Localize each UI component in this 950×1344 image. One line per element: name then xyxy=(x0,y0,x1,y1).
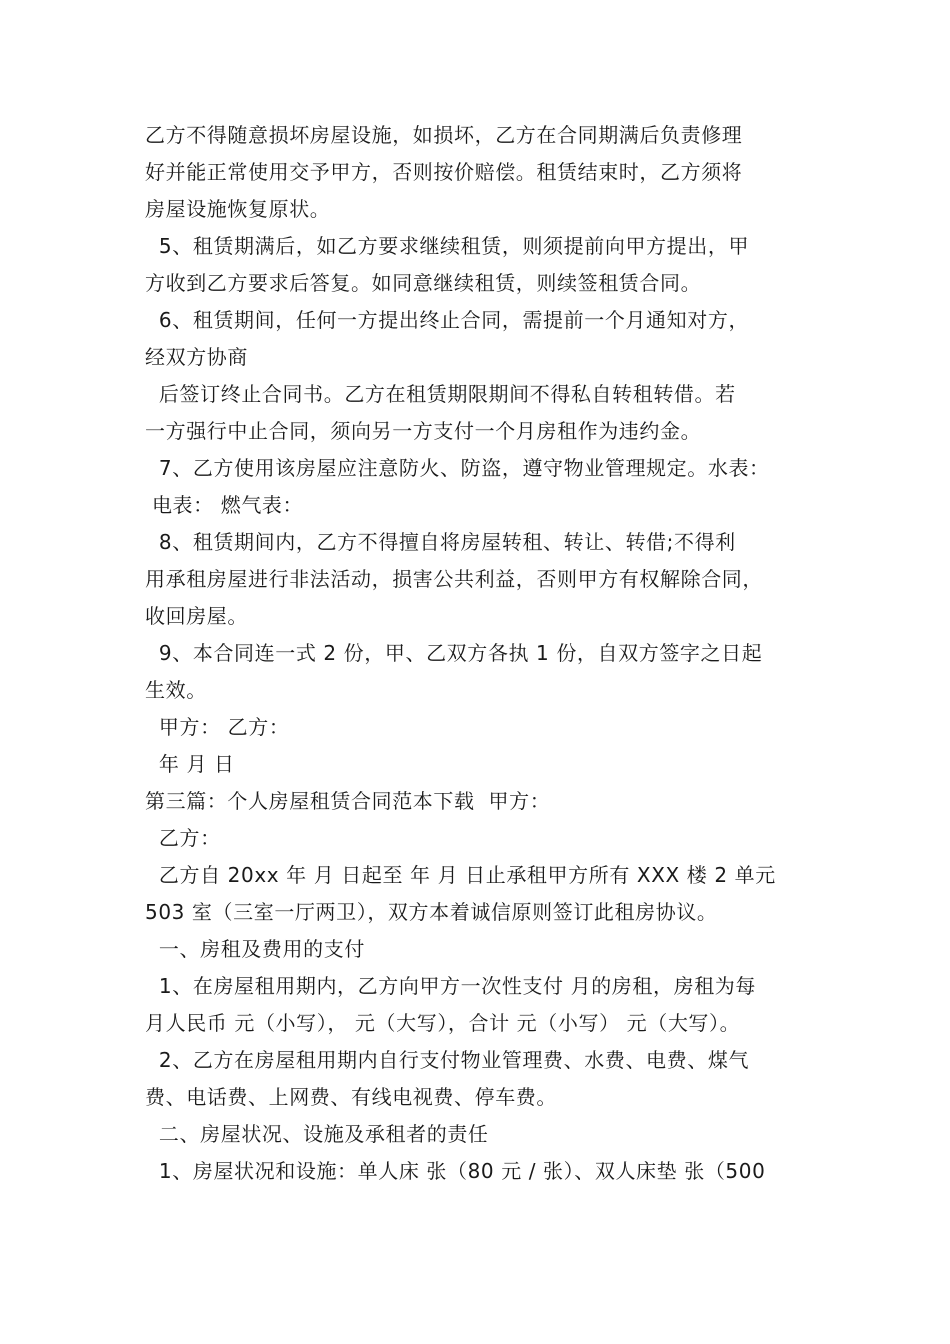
text-line: 生效。 xyxy=(145,678,207,702)
text-line: 费、电话费、上网费、有线电视费、停车费。 xyxy=(145,1085,557,1109)
text-line: 1、房屋状况和设施：单人床 张（80 元 / 张）、双人床垫 张（500 xyxy=(145,1159,766,1183)
text-line: 5、租赁期满后，如乙方要求继续租赁，则须提前向甲方提出，甲 xyxy=(145,234,750,258)
text-line: 甲方： 乙方： xyxy=(145,715,290,739)
text-line: 8、租赁期间内，乙方不得擅自将房屋转租、转让、转借;不得利 xyxy=(145,530,736,554)
text-line: 电表： 燃气表： xyxy=(145,493,304,517)
clause-heading: 一、房租及费用的支付 xyxy=(145,937,365,961)
text-line: 好并能正常使用交予甲方，否则按价赔偿。租赁结束时，乙方须将 xyxy=(145,160,743,184)
text-line: 一方强行中止合同，须向另一方支付一个月房租作为违约金。 xyxy=(145,419,702,443)
text-line: 房屋设施恢复原状。 xyxy=(145,197,331,221)
text-line: 收回房屋。 xyxy=(145,604,248,628)
text-line: 方收到乙方要求后答复。如同意继续租赁，则续签租赁合同。 xyxy=(145,271,702,295)
text-line: 用承租房屋进行非法活动，损害公共利益，否则甲方有权解除合同， xyxy=(145,567,763,591)
text-line: 年 月 日 xyxy=(145,752,235,776)
text-line: 月人民币 元（小写）， 元（大写），合计 元（小写） 元（大写）。 xyxy=(145,1011,741,1035)
section-heading: 第三篇：个人房屋租赁合同范本下载 甲方： xyxy=(145,789,551,813)
text-line: 7、乙方使用该房屋应注意防火、防盗，遵守物业管理规定。水表： xyxy=(145,456,770,480)
text-line: 乙方不得随意损坏房屋设施，如损坏，乙方在合同期满后负责修理 xyxy=(145,123,743,147)
text-line: 2、乙方在房屋租用期内自行支付物业管理费、水费、电费、煤气 xyxy=(145,1048,750,1072)
text-line: 乙方自 20xx 年 月 日起至 年 月 日止承租甲方所有 XXX 楼 2 单元 xyxy=(145,863,776,887)
text-line: 经双方协商 xyxy=(145,345,248,369)
text-line: 1、在房屋租用期内，乙方向甲方一次性支付 月的房租，房租为每 xyxy=(145,974,756,998)
text-line: 乙方： xyxy=(145,826,221,850)
text-line: 后签订终止合同书。乙方在租赁期限期间不得私自转租转借。若 xyxy=(145,382,736,406)
clause-heading: 二、房屋状况、设施及承租者的责任 xyxy=(145,1122,489,1146)
text-line: 503 室（三室一厅两卫），双方本着诚信原则签订此租房协议。 xyxy=(145,900,718,924)
text-line: 6、租赁期间，任何一方提出终止合同，需提前一个月通知对方， xyxy=(145,308,750,332)
text-line: 9、本合同连一式 2 份，甲、乙双方各执 1 份，自双方签字之日起 xyxy=(145,641,763,665)
